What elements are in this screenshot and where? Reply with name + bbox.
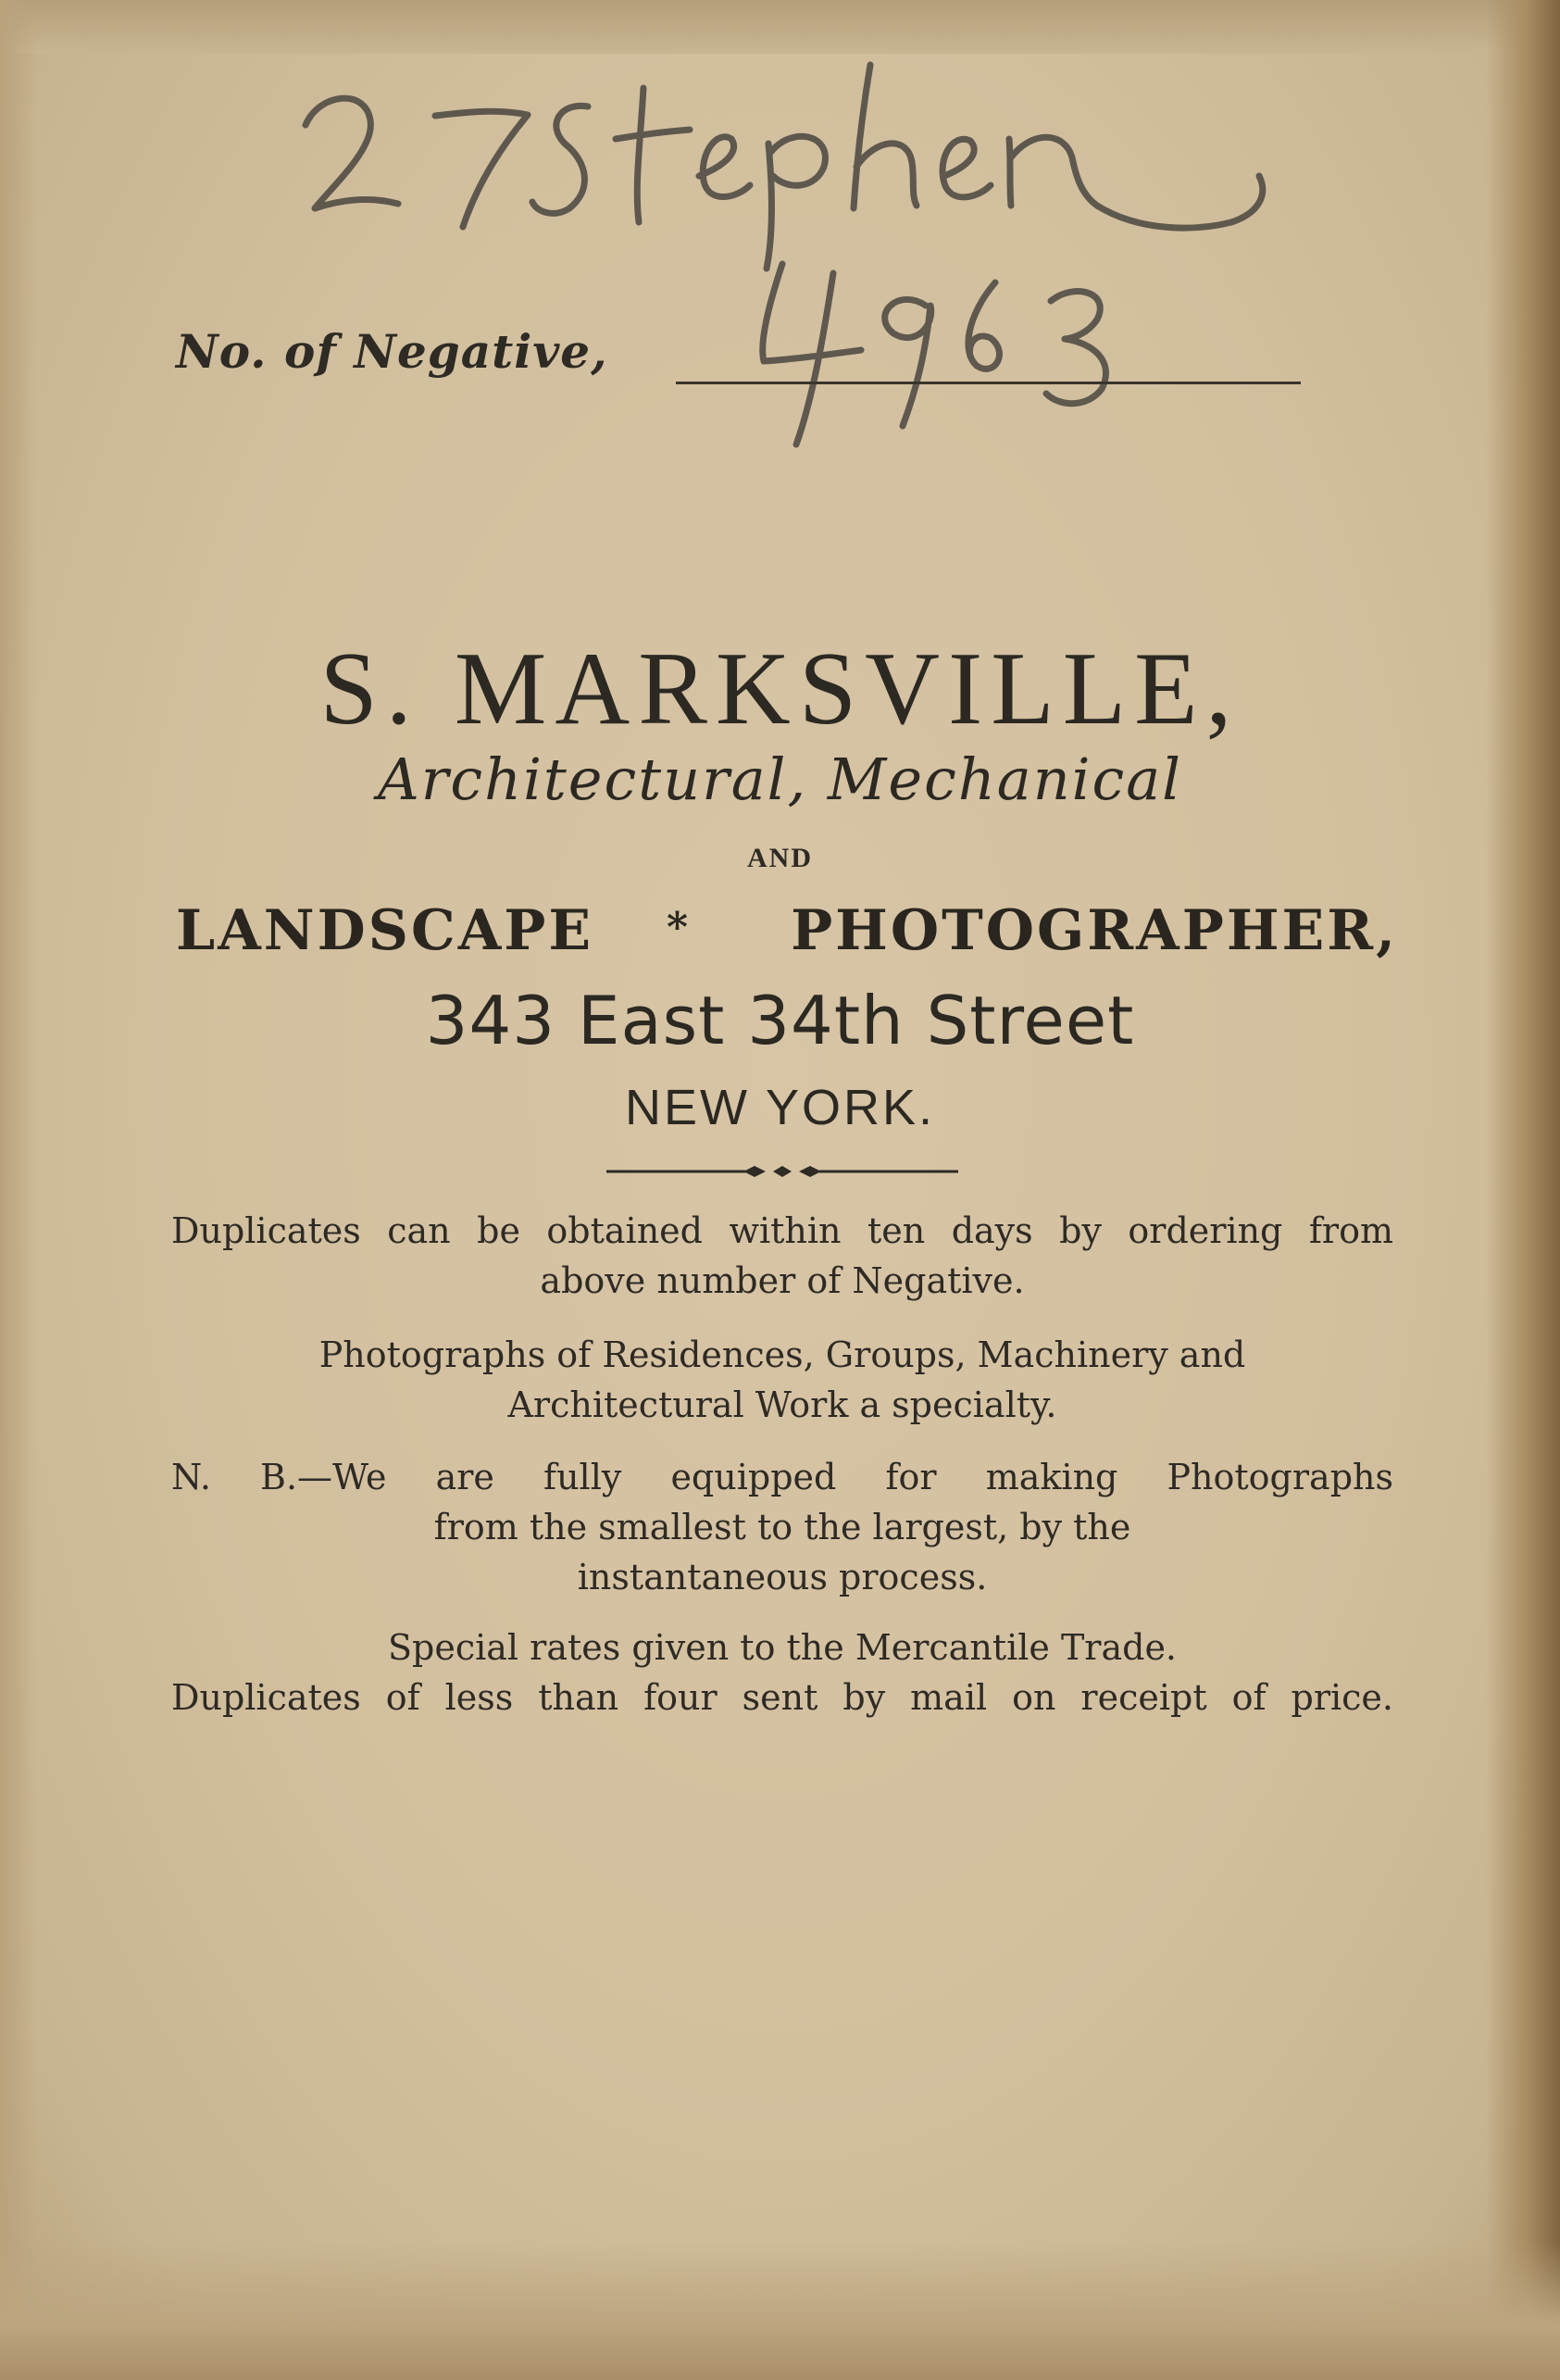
rates-notice <box>171 1622 1393 1722</box>
star-separator: * <box>667 904 692 951</box>
duplicates-line-1: Duplicates can be obtained within ten days by ordering from <box>171 1210 1393 1251</box>
photographer-name: S. MARKSVILLE, <box>319 632 1241 746</box>
ornamental-divider <box>606 1158 958 1185</box>
duplicates-line-2: above number of Negative. <box>540 1260 1025 1301</box>
and-word: AND <box>747 843 813 873</box>
city-name: NEW YORK. <box>624 1080 936 1135</box>
nb-line-1: N. B.—We are fully equipped for making Photographs <box>171 1457 1393 1497</box>
street-address: 343 East 34th Street <box>425 982 1135 1059</box>
card-edge-bottom <box>0 2241 1560 2380</box>
card-edge-right <box>1486 0 1560 2380</box>
landscape-photographer-line <box>176 898 1398 982</box>
rates-line-2: Duplicates of less than four sent by mail on receipt of price. <box>171 1677 1393 1718</box>
specialties-line: Architectural, Mechanical <box>378 745 1182 813</box>
card-edge-left <box>0 0 37 2380</box>
pencil-scrawl <box>278 37 1389 463</box>
handwritten-annotation <box>278 37 1389 463</box>
duplicates-notice <box>171 1206 1393 1306</box>
negative-number-row <box>176 324 1194 398</box>
rates-line-1: Special rates given to the Mercantile Trade. <box>387 1627 1178 1668</box>
negative-label: No. of Negative, <box>176 324 608 379</box>
negative-underline <box>676 382 1301 384</box>
specialty-notice <box>171 1330 1393 1430</box>
landscape-word: LANDSCAPE <box>176 898 594 963</box>
photographer-word: PHOTOGRAPHER, <box>791 898 1398 963</box>
specialty-line-2: Architectural Work a specialty. <box>507 1384 1057 1425</box>
nb-line-2: from the smallest to the largest, by the <box>433 1507 1131 1547</box>
nb-notice <box>171 1452 1393 1602</box>
specialty-line-1: Photographs of Residences, Groups, Machinery and <box>318 1334 1246 1375</box>
nb-line-3: instantaneous process. <box>577 1557 988 1597</box>
